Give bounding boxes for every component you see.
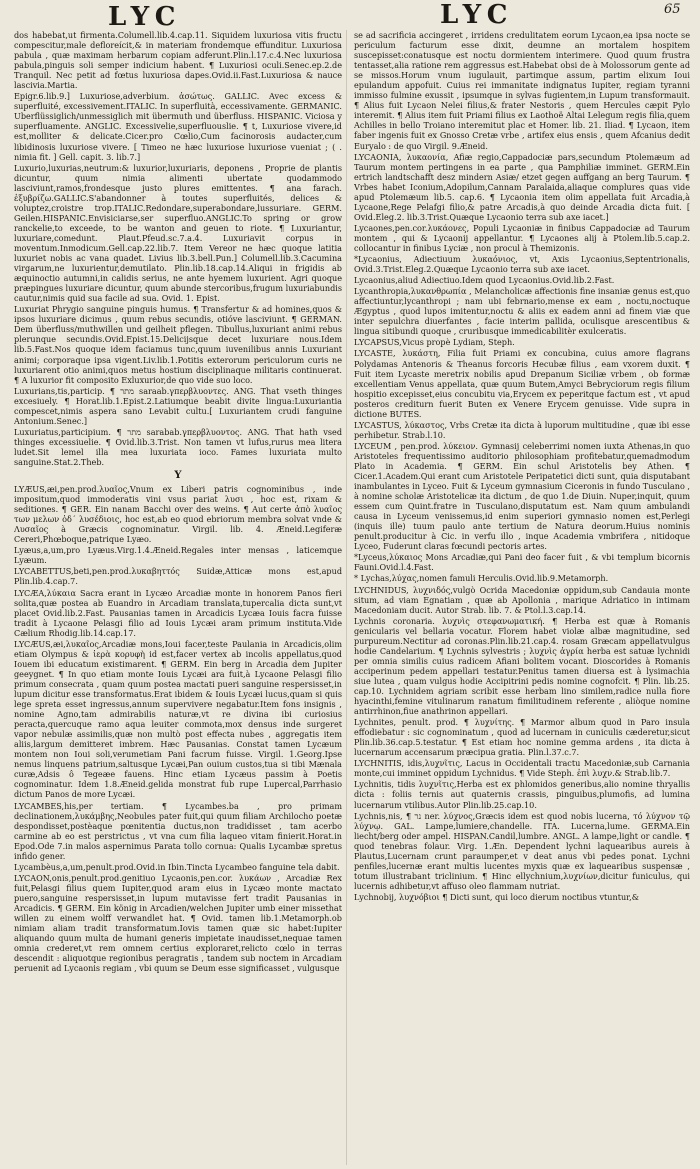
dictionary-entry: LYCASTUS, λύκαστος, Vrbs Cretæ ita dicta à luporum multitudine , quæ ibi esse perhibetur. Strab.l.10. <box>354 419 690 440</box>
dictionary-entry: dos habebat,ut firmenta.Columell.lib.4.cap.11. Siquidem luxuriosa vitis fructu compescitur,male defloreícit,& in materiam frondemque effunditur. Luxuriosa pabula , quæ maximam herbarum copiam adferunt.Plin.l.17.c.4.Nec luxuriosa pabula,pinguis soli semper indicium habent. ¶ Luxuriosi oculi.Senec.ep.2.de Tranquil. Nec petit ad fœtus luxuriosa dapes.Ovid.ii.Fast.Luxuriosa & nauce lascivia.Martia. <box>14 30 342 91</box>
section-letter: Y <box>174 470 182 482</box>
dictionary-entry: Lycaones,pen.cor.λυκάονες, Populi Lycaoniæ in finibus Cappadociæ ad Taurum montem , qui & Lycaonij appellantur. ¶ Lycaones alij à Ptolem.lib.5.cap.2. collocantur in finibus Lyciæ , non procul à Themizonis. <box>354 222 690 253</box>
dictionary-entry: *Lyceus,λύκαιος Mons Arcadiæ,qui Pani deo facer fuit , & vbi templum bicornis Fauni.Ovid.l.4.Fast. <box>354 552 690 573</box>
dictionary-entry: Lyæus,a,um,pro Lyæus.Virg.1.4.Æneid.Regales inter mensas , laticemque Lyæum. <box>14 545 342 566</box>
left-column <box>14 30 342 1165</box>
dictionary-entry: LYCASTE, λυκάστη, Filia fuit Priami ex concubina, cuius amore flagrans Polydamas Antenoris & Theanus forcoris Hecubæ filius , eam vxorem duxit. ¶ Fuit item Lycaste meretrix nobilis apud Drepanum Siciliæ vrbem , ob formæ excellentiam Venus appellata, quæ quum Butem,Amyci Bebryciorum regis filium hospitio excepisset,eius concubitu via,Erycem ex peperitque factum est , vt apud posteros crediturn fuerit Buten ex Venere Erycem genuisse. Vide supra in dictione BUTES. <box>354 348 690 419</box>
dictionary-entry: * Lychas,λύχας,nomen famuli Herculis.Ovid.lib.9.Metamorph. <box>354 573 609 584</box>
dictionary-entry: LYCAPSUS,Vicus propè Lydiam, Steph. <box>354 337 515 348</box>
page-number: 65 <box>664 2 681 17</box>
dictionary-entry: LYCABETTUS,beti,pen.prod.λυκαβηττός Suidæ,Atticæ mons est,apud Plin.lib.4.cap.7. <box>14 566 342 587</box>
dictionary-entry: Lycanthropia,λυκανθρωπία , Melancholicæ affectionis fine insaniæ genus est,quo affectiuntur,lycanthropi ; nam ubi febrnario,mense ex eam , noctu,noctuque Ægyptus , quod lupos imitentur,noctu & aliis ex eadem anni ad finem viæ que inter sepulchra diuerfantes , facie interim pallida, oculisque arescentibus & lingua sitibundi quoque , cruribusque immedicabilitèr exulceratis. <box>354 286 690 337</box>
left-entries-block-2 <box>14 484 342 973</box>
dictionary-entry: LYCAON,onis,penult.prod.genitiuo Lycaonis,pen.cor. λυκάων , Arcadiæ Rex fuit,Pelasgi filius quem Iupiter,quod aram eius in Lycæo monte mactato puero,sanguine respersisset,in lupum mutavisse fert tradit Pausanias in Arcadicis. ¶ GERM. Ein könig in Arcadien/welchen Jupiter umb einer missethat willen zu einem wolff verwandlet hat. ¶ Ovid. tamen lib.1.Metamorph.ob nimiam aliam tradit transformatum.Iovis tamen quæ sic habet:Iupiter aliquando quum multa de humani generis impietate inaudisset,nequae tamen omnia crederet,vt rem omnem certius exploraret,relicto cœlo in terras descendit : aliquotque regionibus peragratis , tandem sub noctem in Arcadiam peruenit ad Lycaonis regiam , vbi quum se Deum esse significasset , vulgusque <box>14 872 342 974</box>
dictionary-entry: Luxurio,luxurias,neutrum:& luxurior,luxuriaris, deponens , Proprie de plantis dicuntur, quum nimia alimenti ubertate quodammodo lasciviunt,ramos,frondesque justo plures emittentes. ¶ ana farach. ἐξυβρίζω.GALLIC.S'abandonner à toutes superfluités, delices & voluptez,croistre trop.ITALIC.Redondare,superabondare,lussuriare. GERM. Geilen.HISPANIC.Envisiciarse,ser superfluo.ANGLIC.To spring or grow ranckelie,to exceede, to be wanton and geuen to riote. ¶ Luxuriantur, luxuriare,comedunt. Plaut.Pfeud.sc.7.a.4. Luxuriavit corpus in moventum.Inmodicum.Gell.cap.22.lib.7. Item Vereor ne hæc quoque latitia luxuriet nobis ac vana quadet. Livius lib.3.bell.Pun.] Columell.lib.3.Cacumina virgarum,ne luxurientur,demutilato. Plin.lib.18.cap.14.Aliqui in frigidis ab æquinoctio autumni,in calidis serius, ne ante hyemem luxurient. Agri quoque præpingues luxuriare dicuntur, quum abunde stercoribus,frugum luxuriabundis cautur,nimis quid sua facile ad sua. Ovid. 1. Epist. <box>14 162 342 304</box>
dictionary-entry: LYCÆA,λύκαια Sacra erant in Lycæo Arcadiæ monte in honorem Panos fieri solita,quæ postea ab Euandro in Arcadiam translata,tupercalia dicta sunt,vt placet Ovid.lib.2.Fast. Pausanias tamen in Arcadicis Lycæa Iouis facra fuisse tradit à Lycaone Pelasgi filio ad Iouis Lycæi aram primum instituta.Vide Cælium Rhodig.lib.14.cap.17. <box>14 587 342 638</box>
dictionary-entry: LYCEUM , pen.prod. λύκειον. Gymnasij celeberrimi nomen iuxta Athenas,in quo Aristoteles frequentissimo auditorio philosophiam profitebatur,quemadmodum Plato in Academia. ¶ GERM. Ein schul Aristotelis bey Athen. ¶ Cicer.1.Academ.Qui erant cum Aristotele Peripatetici dicti sunt, quia disputabant inambulantes in Lyceo. Fuit & Lyceum gymnasium Ciceronis in fundo Tusculano , à nomine scholæ Aristotelicæ ita dictum , de quo 1.de Diuin. Nuper,inquit, quum essem cum Quint.fratre in Tusculano,disputatum est. Nam quum ambulandi causa in Lyceum venissemus,id enim superiori gymnasio nomen est,Perlegi (inquis ille) tuum paulo ante tertium de Natura deorum.Huius nominis penult.producitur à Cic. in verfu illo , inque Academia vmbrifera , nitidoque Lyceo, Fuderunt claras fœcundi pectoris artes. <box>354 440 690 552</box>
dictionary-entry: *Lycaonius, Adiectiuum λυκαόνιος, vt, Axis Lycaonius,Septentrionalis, Ovid.3.Trist.Eleg.2.Quæque Lycaonio terra sub axe iacet. <box>354 254 690 275</box>
dictionary-entry: Lycaonius,aliud Adiectiuo.Idem quod Lycaonius.Ovid.lib.2.Fast. <box>354 275 615 286</box>
page-header <box>0 0 700 30</box>
dictionary-entry: LYÆUS,æi,pen.prod.λυαῖος,Vnum ex Liberi patris cognominibus , inde impositum,quod immoderatis vini vsus pariat λυσι , hoc est, rixam & seditiones. ¶ GER. Ein nanam Bacchi over des weins. ¶ Aut certe ἀπὸ λυαῖος των μελων ὁδ΄ λυσέδιοις, hoc est,ab eo quod ebriorum membra solvat vnde & Λυσαῖος à Græcis cognominatur. Virgil. lib. 4. Æneid.Legiferæ Cereri,Phœboque,patrique Lyæo. <box>14 484 342 545</box>
dictionary-entry: Luxurians,tis,particip. ¶ מתר saraab.γπερβλυοντες. ANG. That vseth thinges excesiuely. ¶ Horat.lib.1.Epist.2.Latiumque beabit divite lingua:Luxuriantia compescet,nimis aspera sano Levabit cultu.[ Luxuriantem crudi fanguine Antonium.Senec.] <box>14 385 342 426</box>
dictionary-entry: Lychnis coronaria. λυχνὶς στεφανωματική. ¶ Herba est quæ à Romanis genicularis vel bellaria vocatur. Florem habet violæ albæ magnitudine, sed purpureum.Nectitur ad coronas.Plin.lib.21.cap.4. rosam Græcam appellatvulgus hodie Candelarium. ¶ Lychnis sylvestris ; λυχνὶς ἀγρία herba est satuæ lychnidi per omnia similis cuius radicem Afiani bolitem vocant. Dioscorides à Romanis acciperinum pedem appellari testatur.Penitus tamen diuersa est à lysimachia siue lutea , quam vulgus hodie Accipitrini pedis nomine cognofcit. ¶ Plin. lib.25. cap.10. Lychnidem agriam scribit esse herbam lino similem,radice nulla fiore hyacinthi,femine vitulinarum ranatum fimilitudinem referente , aliòque nomine antirrhinon,fiue anathrinon appellari. <box>354 615 690 717</box>
dictionary-entry: Epigr.6.lib.9.] Luxuriose,adverbium. ἁσώτως. GALLIC. Avec excess & superfluité, excessivement.ITALIC. In superfluità, eccessivamente. GERMANIC. Uberflüssiglich/unmessiglich mit übermuth und überfluss. HISPANIC. Viciosa y superfluamente. ANGLIC. Excessivelie,superfluouslie. ¶ t, Luxuriose vivere,id est,molliter & delicate.Cicer.pro Cœlio,Cum facinorosis audacter,cum libidinosis luxuriose vivere. [ Timeo ne hæc luxuriose luxuriose vueniat ; ( . nimia fit. ] Gell. capit. 3. lib.7.] <box>14 91 342 162</box>
right-running-headword: LYC <box>440 0 514 30</box>
dictionary-entry: Luxuriatus,participium. ¶ מתר sarabab.γπερβλυοντος. ANG. That hath vsed thinges excessiuelie. ¶ Ovid.lib.3.Trist. Non tamen vt lufus,rurus mea litera ludet.Sit lemel illa mea luxuriata ioco. Fames luxuriata multo sanguine.Stat.2.Theb. <box>14 426 342 467</box>
dictionary-entry: Lychnis,nis, ¶ נר ner. λύχνος,Græcis idem est quod nobis lucerna, τό λύχνον τῷ λύχνῳ. GAL. Lampe,lumiere,chandelle. ITA. Lucerna,lume. GERMA.Ein liecht/berg oder ampel. HISPAN.Candil,lumbre. ANGL. A lampe,light or candle. ¶ quod tenebras folaur. Virg. 1.Æn. Dependent lychni laquearibus aureis à Plautus,Lucernam crunt paraumper,et v deat anus vbi pedes ponat. Lychni penfiles,lucernæ erant multis lucentes myxis quæ ex laquearibus suspensæ , totum illustrabant triclinium. ¶ Hinc ellychnium,λυχνίων,dicitur funiculus, qui lucernis adhibetur,vt affuso oleo flammam nutriat. <box>354 810 690 891</box>
dictionary-entry: LYCAONIA, λυκαονία, Afiæ regio,Cappadociæ pars,secundum Ptolemæum ad Taurum montem pertingens in ea parte , qua Pamphiliæ imminet. GERM.Ein ertrich landtschafft desz mindern Asiæ/ etzet gegen auffgang an berg Taurum. ¶ Vrbes habet Iconium,Adopilum,Cannam Paralaida,aliaque complures quas vide apud Ptolemæum lib.5. cap.6. ¶ Lycaonia item olim appellata fuit Arcadia,à Lycaone,Rege Pelafgi filio,& patre Arcadis,à quo deinde Arcadia dicta fuit. [ Ovid.Eleg.2. lib.3.Trist.Quæque Lycaonio terra sub axe iacet.] <box>354 151 690 222</box>
dictionary-entry: Lychnites, penult. prod. ¶ λυχνίτης. ¶ Marmor album quod in Paro insula effodiebatur : sic cognominatum , quod ad lucernam in cuniculis cæderetur,sicut Plin.lib.36.cap.5.testatur. ¶ Est etiam hoc nomine gemma ardens , ita dicta à lucernarum accensarum præcipua gratia. Plin.l.37.c.7. <box>354 717 690 758</box>
dictionary-entry: LYCAMBES,his,per tertiam. ¶ Lycambes.ba , pro primam declinationem,λυκάμβης,Neobules pater fuit,qui quum filiam Archilocho poetæ despondisset,postèaque pœnitentia ductus,non tradidisset , tam acerbo carmine ab eo est perstrictus , vt vna cum filia laqueo vitam finierit.Horat.in Epod.Ode 7.in malos aspernimus Parata tollo cornua: Qualis Lycambæ spretus infido gener. <box>14 800 342 861</box>
dictionary-entry: Lycambèus,a,um,penult.prod.Ovid.in Ibin.Tincta Lycambeo fanguine tela dabit. <box>14 861 340 872</box>
left-entries-block-1 <box>14 30 342 467</box>
dictionary-entry: LYCHNITIS, idis,λυχνῖτις, Lacus in Occidentali tractu Macedoniæ,sub Carnania monte,cui imminet oppidum Lychnidus. ¶ Vide Steph. ἐπὶ λυχν.& Strab.lib.7. <box>354 758 690 779</box>
dictionary-entry: Lychnitis, tidis λυχνῖτις,Herba est ex phlomidos generibus,alio nomine thryallis dicta : foliis ternis aut quaternis crassis, pinguibus,plumofis, ad lumina lucernarum vtilibus.Autor Plin.lib.25.cap.10. <box>354 779 690 810</box>
right-column <box>354 30 690 1165</box>
dictionary-entry: LYCÆUS,æi,λυκαῖος,Arcadiæ mons,Ioui facer,teste Paulania in Arcadicis,olim etiam Olympus & ἱερὰ κορυφὴ id est,facer vertex ab incolis appellatus,quod Iouem ibi educatum existimarent. ¶ GERM. Ein berg in Arcadia dem Jupiter geeygnet. ¶ In quo etiam monte Iouis Lycæi ara fuit,à Lycaone Pelasgi filio primum consecrata , quam quum postea mactati pueri sanguine respersisset,in lupum dicitur esse transformatus.Erat ibidem & Iouis Lycæi lucus,quam si quis lege spreta esset ingressus,annum supervivere negabatur.Item fons insignis , nomine Agno,tam admirabilis naturæ,vt re divina ibi curiosius peracta,quercuque ramo aqua leuiter commota,mox densus inde surgeret vapor nebulæ assimilis,quæ non multò post effecta nubes , aggregatis item aliis,largum demitteret imbrem. Hæc Pausanias. Constat tamen Lycæum montem non Ioui soli,verumetiam Pani facrum fuisse. Virgil. 1.Georg.Ipse nemus linquens patrium,saltusque Lycæi,Pan ouium custos,tua si tibi Mænala curæ,Adsis ô Tegeæe fauens. Hinc etiam Lycæus passim à Poetis cognominatur. Idem 1.8.Æneid.gelida monstrat fub rupe Lupercal,Parrhasio dictum Panos de more Lycæi. <box>14 638 342 800</box>
dictionary-entry: se ad sacrificia accingeret , irridens credulitatem eorum Lycaon,ea ipsa nocte se periculum facturum esse dixit, deumne an mortalem hospitem suscepisset:conatusque est noctu dormientem interimere. Quod quum frustra tentasset,alia ratione rem aggressus est.Habebat obsi de à Molossorum gente ad se missos.Horum vnum iugulauit, partimque assum, partim elixum Ioui epulandum appofuit. Cuius rei immanitate indignatus Iupiter, regiam tyranni immisso fulmine exussit , ipsumque in sylvas fugientem,in Lupum transformauit. ¶ Alius fuit Lycaon Nelei filius,& frater Nestoris , quem Hercules cæpit Pylo interemit. ¶ Alius item fuit Priami filius ex Laothoë Altai Lelegum regis filia,quem Achilles in bello Troiano interemitut plac et Homer. lib. 21. Iliad. ¶ Lycaon, item faber ingenis fuit ex Gnosso Cretæ vrbe , artifex eius ensis , quem Afcanius dedit Euryalo : de quo Virgil. 9.Æneid. <box>354 30 690 151</box>
dictionary-entry: Luxuriat Phrygio sanguine pinguis humus. ¶ Transfertur & ad homines,quos & ipsos luxuriare dicimus , quum rebus secundis, otióve lasciviunt. ¶ GERMAN. Dem überfluss/muthwillen und geilheit pflegen. Tibullus,luxuriant animi rebus plerunque secundis.Ovid.Epist.15.Delicijsque decet luxuriare nous.Idem lib.5.Fast.Nos quoque idem faciamus tunc,quum iuvenilibus annis Luxuriant animi; corporaque ipsa vigent.Liv.lib.1.Potitis exterorum periculorum curis ne luxuriarent otio animi,quos metus hostium disciplinaque militaris continuerat. ¶ A luxurior fit composito Exluxurior,de quo vide suo loco. <box>14 304 342 385</box>
dictionary-entry: Lychnobij, λυχνόβιοι ¶ Dicti sunt, qui loco dierum noctibus vtuntur,& <box>354 891 639 902</box>
left-running-headword: LYC <box>108 2 182 32</box>
column-divider <box>346 30 347 1165</box>
dictionary-entry: LYCHNIDUS, λυχνιδός,vulgò Ocrida Macedoniæ oppidum,sub Candauia monte situm, ad viam Egnatiam , quæ ab Apollonia , marique Adriatico in intimam Macedoniam ducit. Autor Strab. lib. 7. & Ptol.l.3.cap.14. <box>354 584 690 615</box>
